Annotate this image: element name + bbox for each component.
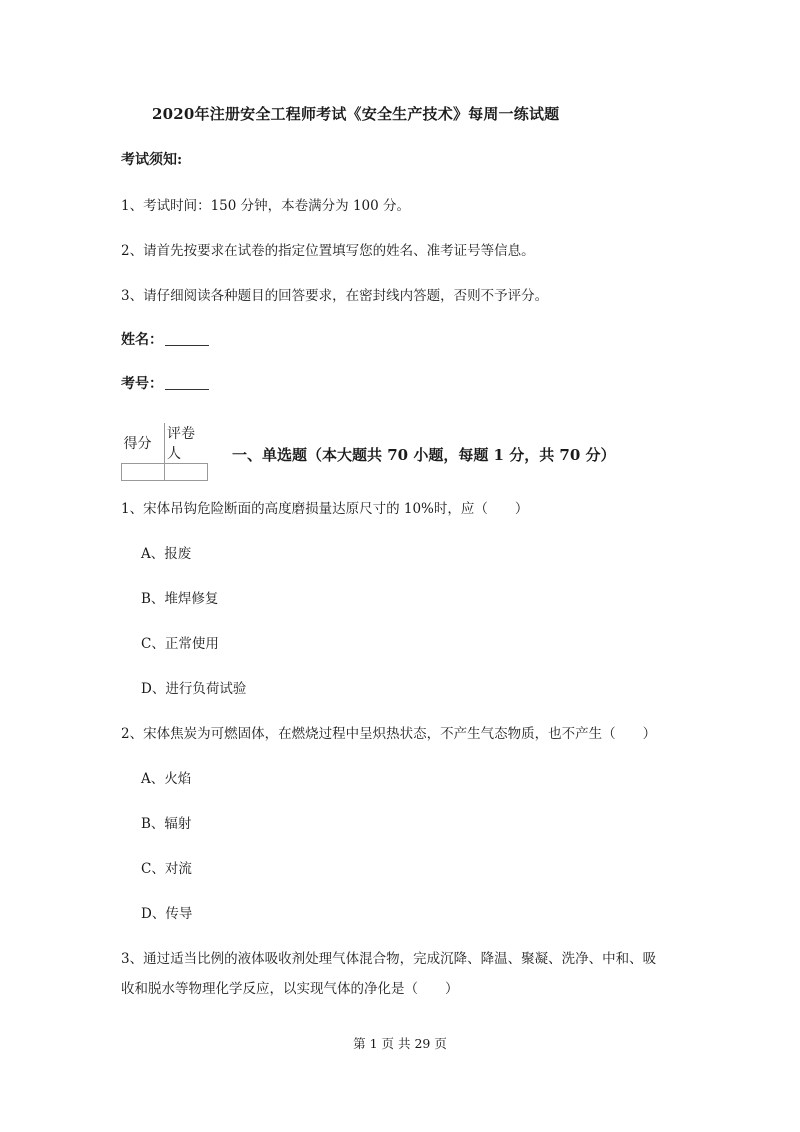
name-blank[interactable] bbox=[165, 331, 209, 346]
question-text: 3、通过适当比例的液体吸收剂处理气体混合物，完成沉降、降温、聚凝、洗净、中和、吸 bbox=[121, 951, 657, 967]
notice-heading: 考试须知: bbox=[121, 152, 183, 168]
page-title: 2020年注册安全工程师考试《安全生产技术》每周一练试题 bbox=[152, 105, 560, 123]
option-item: A、报废 bbox=[141, 546, 192, 562]
grader-cell[interactable] bbox=[165, 464, 208, 481]
exam-number-label: 考号： bbox=[121, 376, 163, 392]
name-field bbox=[121, 329, 209, 349]
notice-item: 3、请仔细阅读各种题目的回答要求，在密封线内答题，否则不予评分。 bbox=[121, 288, 549, 304]
grader-header: 评卷人 bbox=[165, 423, 208, 464]
option-item: C、对流 bbox=[141, 861, 192, 877]
option-item: C、正常使用 bbox=[141, 636, 219, 652]
exam-number-field bbox=[121, 373, 209, 393]
name-label: 姓名： bbox=[121, 332, 163, 348]
notice-item: 1、考试时间：150 分钟，本卷满分为 100 分。 bbox=[121, 198, 410, 214]
option-item: B、辐射 bbox=[141, 816, 192, 832]
question-text: 1、宋体吊钩危险断面的高度磨损量达原尺寸的 10%时，应（ ） bbox=[121, 501, 529, 517]
option-item: B、堆焊修复 bbox=[141, 591, 219, 607]
question-text: 2、宋体焦炭为可燃固体，在燃烧过程中呈炽热状态，不产生气态物质，也不产生（ ） bbox=[121, 726, 657, 742]
score-cell[interactable] bbox=[122, 464, 165, 481]
score-table bbox=[121, 423, 208, 481]
score-header: 得分 bbox=[122, 423, 165, 464]
notice-item: 2、请首先按要求在试卷的指定位置填写您的姓名、准考证号等信息。 bbox=[121, 243, 535, 259]
option-item: D、进行负荷试验 bbox=[141, 681, 247, 697]
section-title: 一、单选题（本大题共 70 小题，每题 1 分，共 70 分） bbox=[232, 446, 616, 464]
exam-number-blank[interactable] bbox=[165, 375, 209, 390]
page-footer: 第 1 页 共 29 页 bbox=[353, 1036, 447, 1051]
option-item: D、传导 bbox=[141, 906, 193, 922]
option-item: A、火焰 bbox=[141, 771, 192, 787]
question-text-continued: 收和脱水等物理化学反应，以实现气体的净化是（ ） bbox=[121, 981, 459, 997]
